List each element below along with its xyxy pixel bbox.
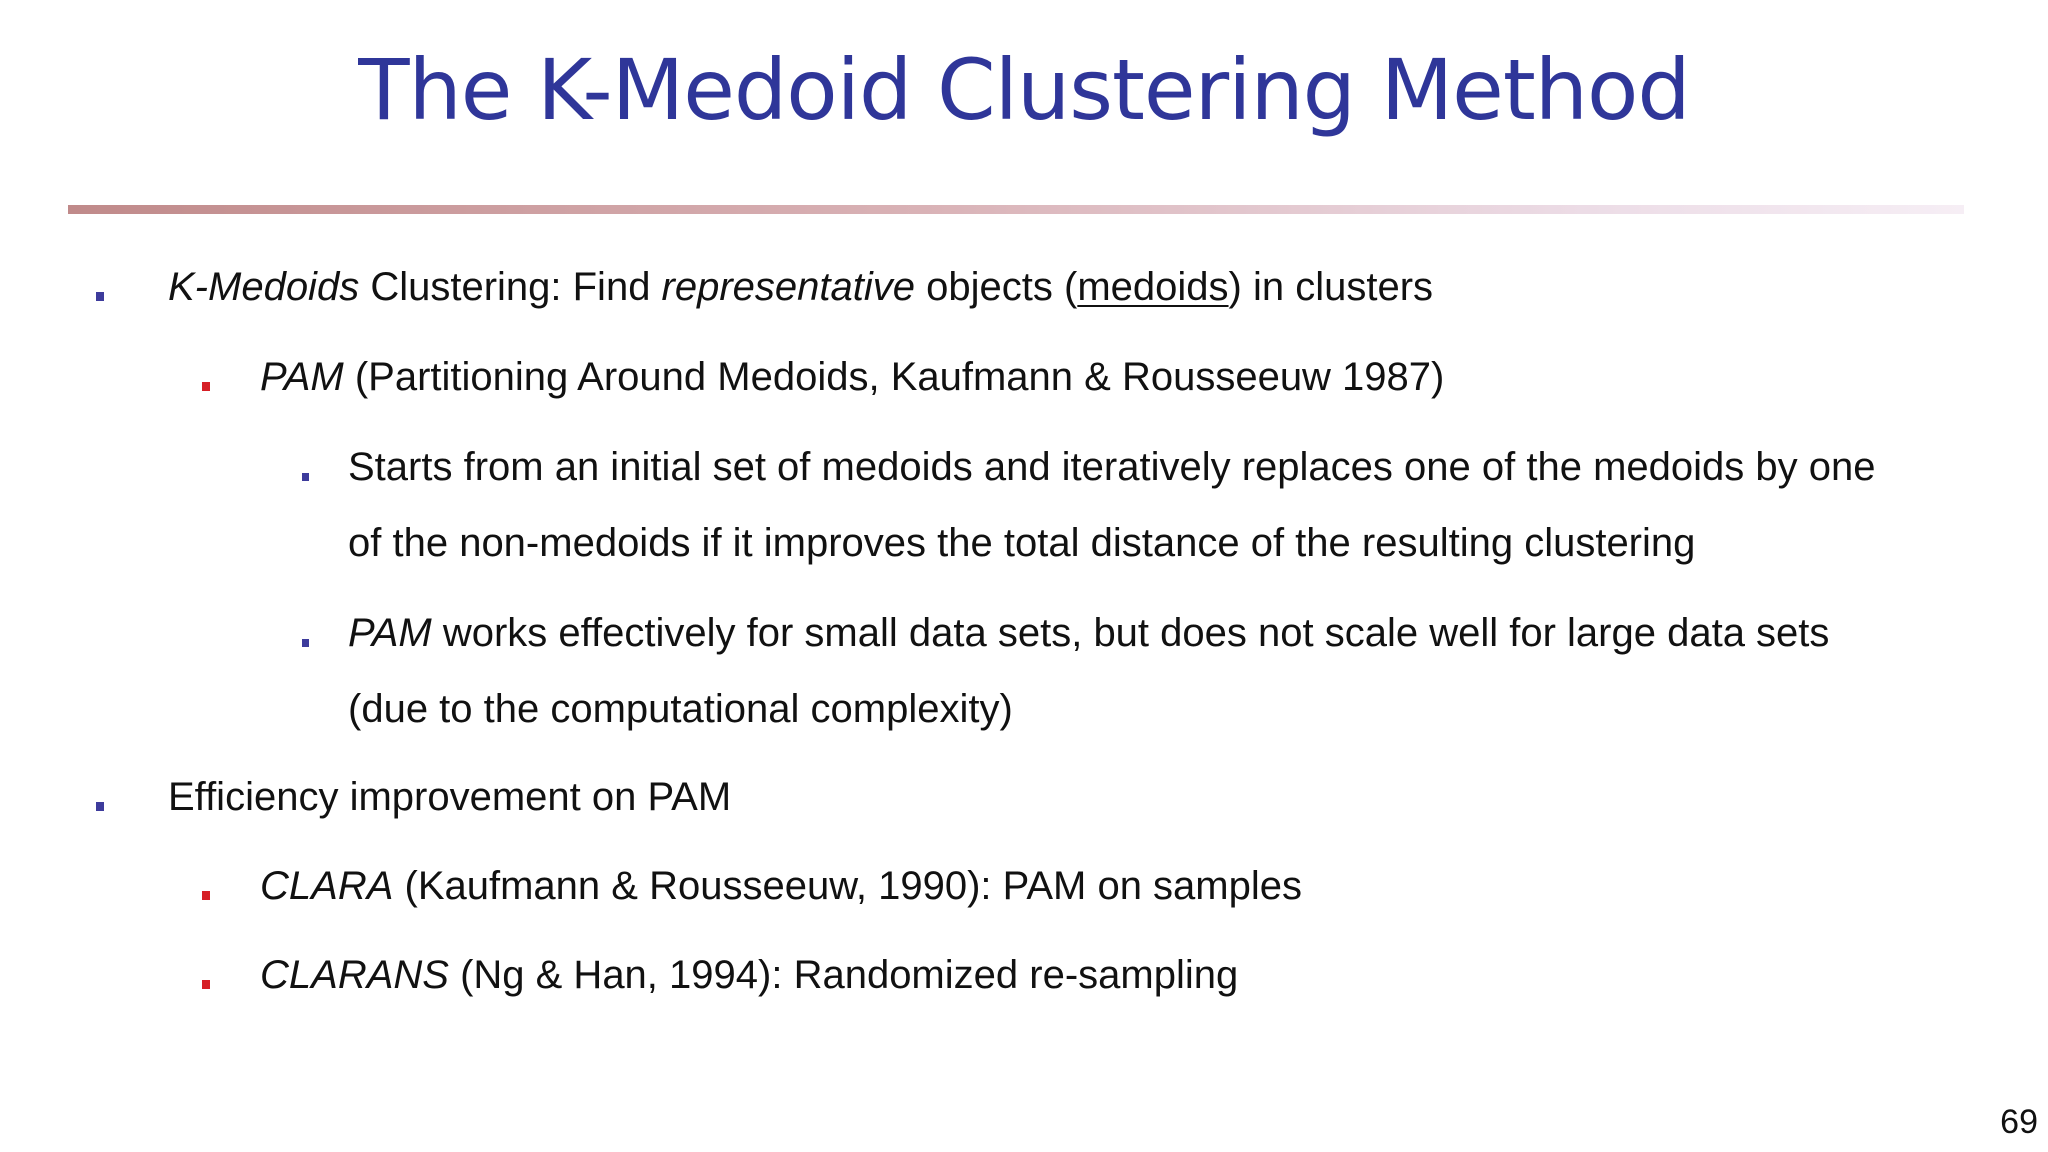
- bullet-marker-level2: [202, 980, 210, 989]
- bullet-marker-level1: [96, 292, 104, 301]
- title-divider: [68, 205, 1964, 214]
- bullet-marker-level3: [302, 473, 309, 481]
- bullet-pam-starts-line2: of the non-medoids if it improves the total distance of the resulting clustering: [348, 521, 1696, 565]
- bullet-clarans-term: CLARANS: [260, 953, 449, 997]
- bullet-marker-level1: [96, 802, 104, 811]
- bullet-clara: [260, 861, 1302, 911]
- bullet-pam-works-line1: [348, 608, 1829, 658]
- bullet-clara-text: (Kaufmann & Rousseeuw, 1990): PAM on samples: [393, 864, 1303, 908]
- bullet-kmedoids-text2: objects (: [915, 265, 1078, 309]
- bullet-clara-term: CLARA: [260, 864, 394, 908]
- bullet-kmedoids-text: Clustering: Find: [359, 265, 662, 309]
- bullet-clarans-text: (Ng & Han, 1994): Randomized re-sampling: [448, 953, 1239, 997]
- bullet-kmedoids-term: K-Medoids: [168, 265, 360, 309]
- bullet-pam-works-line2: (due to the computational complexity): [348, 687, 1013, 731]
- bullet-clarans: [260, 950, 1238, 1000]
- bullet-pam-term: PAM: [260, 355, 344, 399]
- bullet-marker-level2: [202, 382, 210, 391]
- bullet-pam-works-term: PAM: [348, 611, 432, 655]
- bullet-kmedoids-text3: ) in clusters: [1228, 265, 1434, 309]
- bullet-efficiency: Efficiency improvement on PAM: [168, 775, 732, 819]
- bullet-kmedoids-representative: representative: [661, 265, 916, 309]
- page-number: 69: [2000, 1103, 2038, 1141]
- bullet-pam: [260, 352, 1444, 402]
- slide-title: The K-Medoid Clustering Method: [358, 41, 1690, 139]
- bullet-kmedoids-medoids: medoids: [1077, 265, 1229, 309]
- bullet-kmedoids: [168, 262, 1433, 312]
- bullet-marker-level3: [302, 639, 309, 647]
- bullet-marker-level2: [202, 891, 210, 900]
- bullet-pam-text: (Partitioning Around Medoids, Kaufmann & Rousseeuw 1987): [343, 355, 1445, 399]
- bullet-pam-works-text: works effectively for small data sets, but does not scale well for large data sets: [431, 611, 1830, 655]
- bullet-pam-starts-line1: Starts from an initial set of medoids and iteratively replaces one of the medoids by one: [348, 445, 1876, 489]
